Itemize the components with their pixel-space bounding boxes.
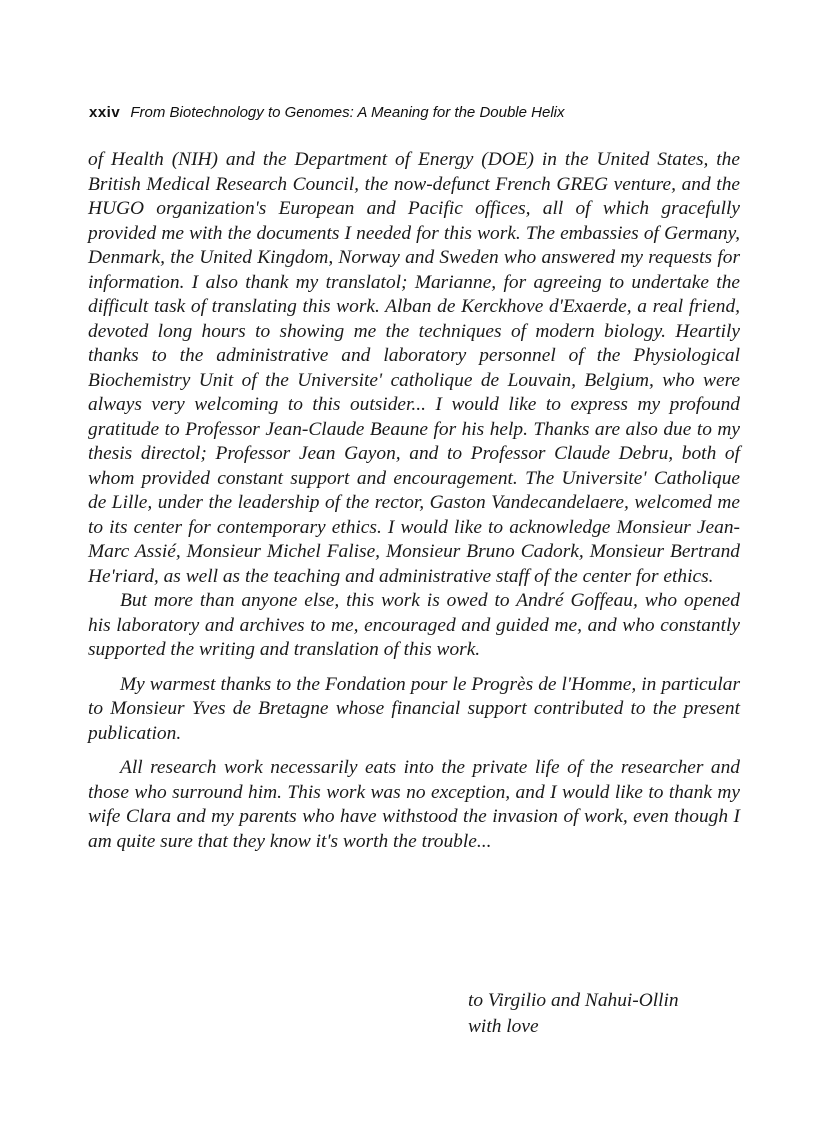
paragraph-fondation: My warmest thanks to the Fondation pour le Progrès de l'Homme, in particular to Monsieur Yves de Bretagne whose financial support contributed to the present publication. bbox=[88, 673, 740, 744]
paragraph-goffeau: But more than anyone else, this work is owed to André Goffeau, who opened his laboratory and archives to me, encouraged and guided me, and who constantly supported the writing and translation of this work. bbox=[88, 590, 740, 660]
running-title: From Biotechnology to Genomes: A Meaning for the Double Helix bbox=[130, 104, 565, 121]
body-text bbox=[88, 148, 740, 854]
dedication-line-1: to Virgilio and Nahui-Ollin bbox=[468, 990, 679, 1011]
running-header bbox=[89, 104, 749, 121]
page-number: xxiv bbox=[89, 104, 121, 121]
paragraph-family: All research work necessarily eats into the private life of the researcher and those who surround him. This work was no exception, and I would like to thank my wife Clara and my parents who have withstood the invasion of work, even though I am quite sure that they know it's worth the trouble... bbox=[88, 757, 740, 852]
dedication-line-2: with love bbox=[468, 1016, 539, 1037]
paragraph-continued: of Health (NIH) and the Department of Energy (DOE) in the United States, the British Medical Research Council, the now-defunct French GREG venture, and the HUGO organization's European and Pacific offices, all of which gracefully provided me with the documents I needed for this work. The embassies of Germany, Denmark, the United Kingdom, Norway and Sweden who answered my requests for information. I also thank my translatol; Marianne, for agreeing to undertake the difficult task of translating this work. Alban de Kerckhove d'Exaerde, a real friend, devoted long hours to showing me the techniques of modern biology. Heartily thanks to the administrative and laboratory personnel of the Physiological Biochemistry Unit of the Universite' catholique de Louvain, Belgium, who were always very welcoming to this outsider... I would like to express my profound gratitude to Professor Jean-Claude Beaune for his help. Thanks are also due to my thesis directol; Professor Jean Gayon, and to Professor Claude Debru, both of whom provided constant support and encouragement. The Universite' Catholique de Lille, under the leadership of the rector, Gaston Vandecandelaere, welcomed me to its center for contemporary ethics. I would like to acknowledge Monsieur Jean-Marc Assié, Monsieur Michel Falise, Monsieur Bruno Cadork, Monsieur Bertrand He'riard, as well as the teaching and administrative staff of the center for ethics. bbox=[88, 149, 740, 587]
dedication bbox=[468, 988, 679, 1040]
